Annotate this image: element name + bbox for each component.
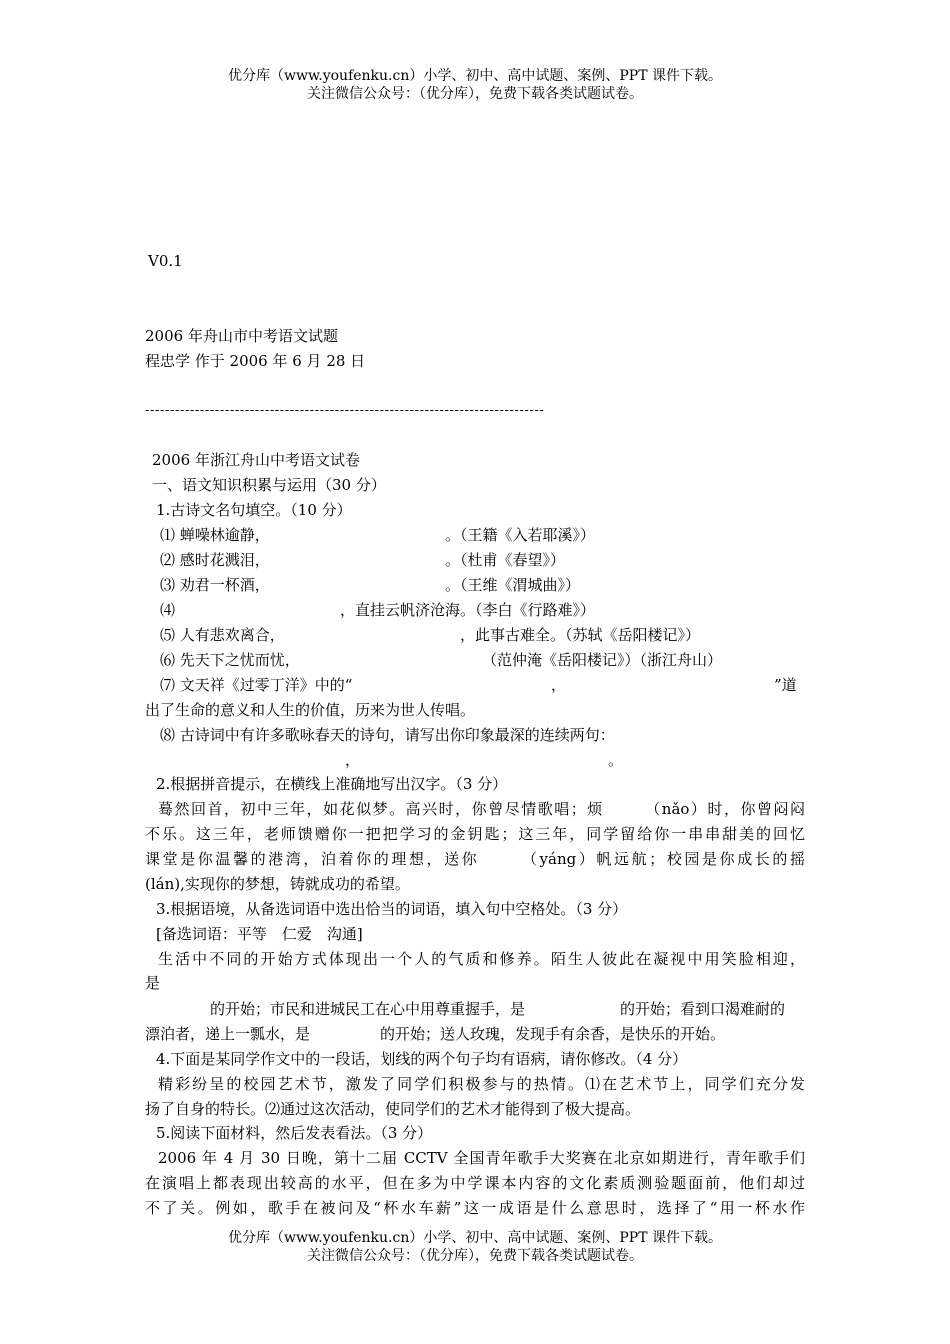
q1-item-1-source: 。（王籍《入若耶溪》） xyxy=(445,526,596,544)
version-label: V0.1 xyxy=(148,252,183,270)
separator-rule: -------------------------------------------------------------------------------- xyxy=(145,403,545,418)
footer-line-1: 优分库（www.youfenku.cn）小学、初中、高中试题、案例、PPT 课件下载。 xyxy=(227,1230,722,1246)
q1-item-4-text: ，直挂云帆济沧海。（李白《行路难》） xyxy=(340,601,596,619)
q1-item-6-text: ⑹ 先天下之忧而忧， xyxy=(160,651,300,669)
q3-line-4-b: 的开始；送人玫瑰，发现手有余香，是快乐的开始。 xyxy=(380,1025,726,1043)
q1-title: 1.古诗文名句填空。（10 分） xyxy=(156,501,352,519)
q5-title: 5.阅读下面材料，然后发表看法。（3 分） xyxy=(156,1124,433,1142)
q5-line-3: 不了关。例如，歌手在被问及“杯水车薪”这一成语是什么意思时，选择了“用一杯水作 xyxy=(145,1199,805,1217)
q2-line-3-b: （yáng）帆远航；校园是你成长的摇 xyxy=(519,850,805,868)
q1-item-1-text: ⑴ 蝉噪林逾静， xyxy=(160,526,270,544)
q3-line-1: 生活中不同的开始方式体现出一个人的气质和修养。陌生人彼此在凝视中用笑脸相迎， xyxy=(158,950,805,968)
q2-line-1-a: 蓦然回首，初中三年，如花似梦。高兴时，你曾尽情歌唱；烦 xyxy=(158,800,604,818)
header-line-1: 优分库（www.youfenku.cn）小学、初中、高中试题、案例、PPT 课件下载。 xyxy=(227,68,722,84)
q2-line-1 xyxy=(158,798,805,820)
q1-item-6-source: （范仲淹《岳阳楼记》）（浙江舟山） xyxy=(482,651,723,669)
q2-line-2: 不乐。这三年，老师馈赠你一把把学习的金钥匙；这三年，同学留给你一串串甜美的回忆 xyxy=(145,825,805,843)
q3-options: [备选词语：平等 仁爱 沟通] xyxy=(156,925,363,943)
q4-line-2: 扬了自身的特长。⑵通过这次活动，使同学们的艺术才能得到了极大提高。 xyxy=(145,1100,641,1118)
q2-line-1-b: （nǎo）时，你曾闷闷 xyxy=(643,800,805,818)
q1-item-5-text: ⑸ 人有悲欢离合， xyxy=(160,626,285,644)
header-line-2: 关注微信公众号：（优分库），免费下载各类试题试卷。 xyxy=(307,86,643,102)
q1-item-7-continuation: 出了生命的意义和人生的价值，历来为世人传唱。 xyxy=(145,701,476,719)
q2-line-4: (lán),实现你的梦想，铸就成功的希望。 xyxy=(145,875,410,893)
q3-line-4-a: 漂泊者，递上一瓢水，是 xyxy=(145,1025,311,1043)
q2-line-3 xyxy=(145,848,805,870)
q2-title: 2.根据拼音提示，在横线上准确地写出汉字。（3 分） xyxy=(156,775,508,793)
doc-author: 程忠学 作于 2006 年 6 月 28 日 xyxy=(145,352,366,370)
q1-item-2-source: 。（杜甫《春望》） xyxy=(445,551,566,569)
q1-item-8-comma: ， xyxy=(345,751,361,769)
footer-line-2: 关注微信公众号：（优分库），免费下载各类试题试卷。 xyxy=(307,1248,643,1264)
section-1-heading: 一、语文知识积累与运用（30 分） xyxy=(152,476,386,494)
q1-item-3-text: ⑶ 劝君一杯酒， xyxy=(160,576,270,594)
q1-item-5-source: ，此事古难全。（苏轼《岳阳楼记》） xyxy=(460,626,701,644)
q5-line-1: 2006 年 4 月 30 日晚，第十二届 CCTV 全国青年歌手大奖赛在北京如期进行，青年歌手们 xyxy=(158,1149,805,1167)
q4-line-1: 精彩纷呈的校园艺术节，激发了同学们积极参与的热情。⑴在艺术节上，同学们充分发 xyxy=(158,1075,805,1093)
q1-item-3-source: 。（王维《渭城曲》） xyxy=(445,576,581,594)
q1-item-7-end: ”道 xyxy=(774,676,797,694)
q4-title: 4.下面是某同学作文中的一段话，划线的两个句子均有语病，请你修改。（4 分） xyxy=(156,1050,688,1068)
doc-title: 2006 年舟山市中考语文试题 xyxy=(145,327,338,345)
q1-item-7-comma: ， xyxy=(551,676,567,694)
exam-title: 2006 年浙江舟山中考语文试卷 xyxy=(152,451,360,469)
q3-line-3-a: 的开始；市民和进城民工在心中用尊重握手，是 xyxy=(210,1000,526,1018)
q3-title: 3.根据语境，从备选词语中选出恰当的词语，填入句中空格处。（3 分） xyxy=(156,900,628,918)
q1-item-2-text: ⑵ 感时花溅泪， xyxy=(160,551,270,569)
q2-line-3-a: 课堂是你温馨的港湾，泊着你的理想，送你 xyxy=(145,850,480,868)
q1-item-8-text: ⑻ 古诗词中有许多歌咏春天的诗句，请写出你印象最深的连续两句： xyxy=(160,726,615,744)
q3-line-3-b: 的开始；看到口渴难耐的 xyxy=(620,1000,786,1018)
q1-item-7-text: ⑺ 文天祥《过零丁洋》中的“ xyxy=(160,676,353,694)
q5-line-2: 在演唱上都表现出较高的水平，但在多为中学课本内容的文化素质测验题面前，他们却过 xyxy=(145,1174,805,1192)
q3-line-2: 是 xyxy=(145,974,161,992)
q1-item-4-number: ⑷ xyxy=(160,601,176,619)
q1-item-8-period: 。 xyxy=(608,751,624,769)
